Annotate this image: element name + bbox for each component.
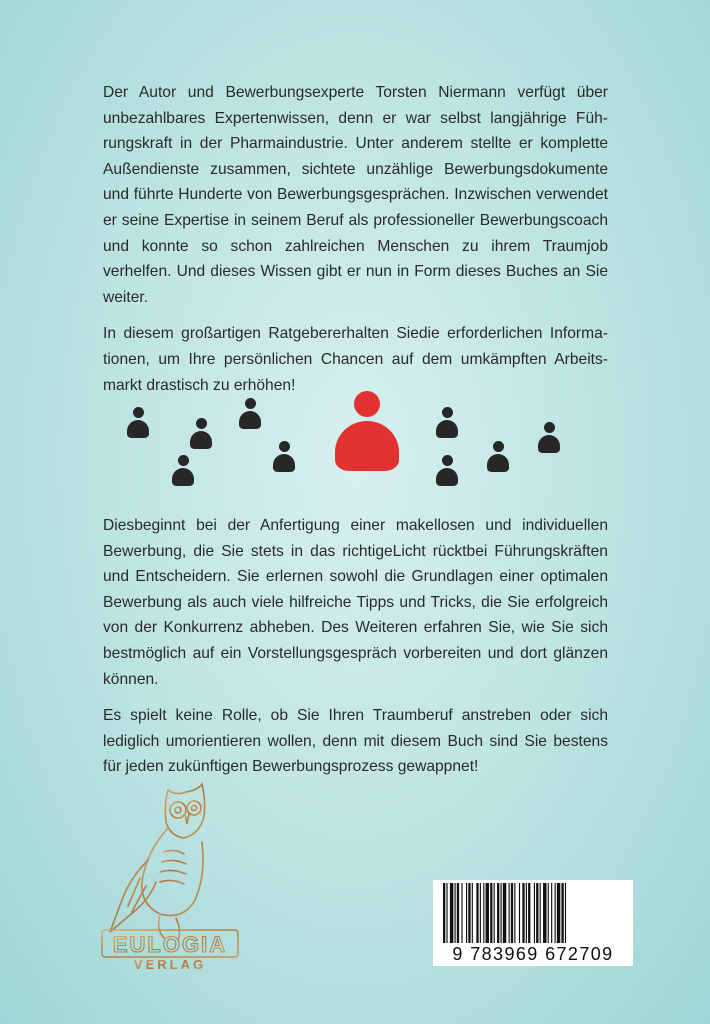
barcode-bar [503, 883, 506, 943]
barcode-bar [557, 883, 560, 943]
barcode-bar [526, 883, 527, 943]
barcode-bar [468, 883, 470, 943]
barcode-bar [450, 883, 453, 943]
person-icon [436, 455, 458, 487]
person-icon [190, 418, 212, 450]
barcode-bar [548, 883, 549, 943]
person-icon [436, 407, 458, 439]
blurb-paragraph-author: Der Autor und Bewerbungsexperte Torsten Niermann verfügt über unbezahlbares Expertenwissen, denn er war selbst langjährige Führungskraft in der Pharmaindustrie. Unter anderem stellte er komplette Außendienste zusammen, sichtete unzählige Bewerbungsdokumente und führte Hunderte von Bewerbungsgesprächen. Inzwischen verwendet er seine Expertise in seinem Beruf als professioneller Bewerbungscoach und konnte so schon zahlreichen Menschen zu ihrem Traumjob verhelfen. Und dieses Wissen gibt er nun in Form dieses Buches an Sie weiter. [103, 84, 608, 306]
barcode-bar [555, 883, 556, 943]
blurb-paragraph-closing: Es spielt keine Rolle, ob Sie Ihren Traumberuf anstreben oder sich lediglich umorientieren wollen, denn mit diesem Buch sind Sie bestens für jeden zukünftigen Bewerbungsprozess gewappnet! [103, 707, 608, 776]
barcode-bar [490, 883, 492, 943]
person-icon [127, 407, 149, 439]
barcode-bar [514, 883, 515, 943]
barcode-bar [509, 883, 510, 943]
person-icon [239, 398, 261, 430]
barcode-bar [483, 883, 484, 943]
barcode-bar [543, 883, 546, 943]
barcode-bar [551, 883, 552, 943]
barcode-bar [466, 883, 467, 943]
people-illustration [0, 385, 710, 495]
isbn-number: 9 783969 672709 [452, 944, 614, 964]
barcode-bar [455, 883, 456, 943]
barcode-bar [565, 883, 566, 943]
barcode-bar [522, 883, 524, 943]
barcode-bars [443, 883, 623, 943]
barcode-bar [480, 883, 481, 943]
blurb-bottom [103, 513, 608, 791]
blurb-paragraph-content: Diesbeginnt bei der Anfertigung einer makellosen und individuellen Bewerbung, die Sie stets in das richtigeLicht rücktbei Führungskräften und Entscheidern. Sie erlernen sowohl die Grundlagen einer optimalen Bewerbung als auch viele hilfreiche Tipps und Tricks, die Sie erfolgreich von der Konkurrenz abheben. Des Weiteren erfahren Sie, wie Sie sich bestmöglich auf ein Vorstellungsgespräch vorbereiten und dort glänzen können. [103, 517, 608, 688]
barcode-bar [457, 883, 459, 943]
person-icon [487, 441, 509, 473]
logo-subtitle: VERLAG [133, 957, 207, 972]
barcode-bar [519, 883, 520, 943]
barcode-bar [476, 883, 478, 943]
person-icon [538, 422, 560, 454]
person-icon [172, 455, 194, 487]
barcode-bar [534, 883, 535, 943]
highlighted-person-icon [335, 391, 399, 473]
barcode-bar [443, 883, 445, 943]
blurb-paragraph-intro: In diesem großartigen Ratgebererhalten Siedie erforderlichen Informationen, um Ihre persönlichen Chancen auf dem umkämpften Arbeitsmarkt drastisch zu erhöhen! [103, 325, 608, 394]
logo-wordmark: EULOGIA [112, 932, 228, 957]
barcode-bar [472, 883, 473, 943]
eulogia-verlag-logo [90, 782, 250, 972]
barcode-bar [540, 883, 541, 943]
barcode-bar [446, 883, 447, 943]
barcode-bar [561, 883, 563, 943]
barcode-bar [528, 883, 530, 943]
barcode-bar [486, 883, 489, 943]
owl-icon [90, 782, 250, 972]
barcode-bar [494, 883, 495, 943]
person-icon [273, 441, 295, 473]
barcode-bar [461, 883, 462, 943]
blurb-top [103, 80, 608, 409]
barcode-bar [501, 883, 502, 943]
isbn-barcode [433, 880, 633, 966]
barcode-bar [511, 883, 513, 943]
barcode-bar [497, 883, 499, 943]
barcode-bar [536, 883, 538, 943]
